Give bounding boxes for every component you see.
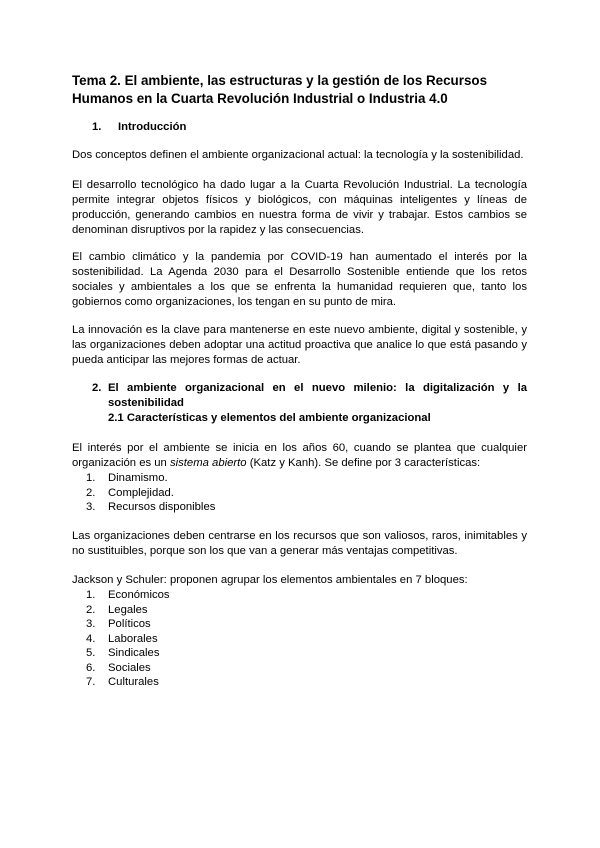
list-item: 7. Culturales (86, 676, 159, 688)
list-text: Dinamismo. (108, 472, 168, 484)
blocks-list (72, 588, 527, 690)
list-item: 3. Recursos disponibles (86, 501, 216, 513)
section-heading-2 (92, 381, 527, 411)
paragraph-jackson-schuler: Jackson y Schuler: proponen agrupar los elementos ambientales en 7 bloques: (72, 574, 468, 586)
section-number: 2. (92, 382, 102, 394)
list-text: Económicos (108, 589, 170, 601)
characteristics-list (72, 471, 527, 515)
list-text: Complejidad. (108, 486, 174, 499)
section-title: Introducción (118, 121, 187, 133)
paragraph-technology: El desarrollo tecnológico ha dado lugar a la Cuarta Revolución Industrial. La tecnología permite integrar objetos físicos y biológicos, con máquinas inteligentes y líneas de producción, generando cambios en nuestra forma de vivir y trabajar. Estos cambios se denominan disruptivos por la rapidez y las consecuencias. (72, 179, 527, 236)
text-before: El interés por el ambiente se inicia en los años 60, cuando se plantea que cualquier organización es un (72, 442, 527, 469)
list-text: Culturales (108, 676, 159, 688)
paragraph-sustainability: El cambio climático y la pandemia por COVID-19 han aumentado el interés por la sostenibilidad. La Agenda 2030 para el Desarrollo Sostenible entiende que los retos sociales y ambientales a los que se enfrenta la humanidad requieren que, tanto los gobiernos como organizaciones, los tengan en su punto de mira. (72, 251, 527, 308)
subsection-heading-2-1: 2.1 Características y elementos del ambiente organizacional (108, 412, 431, 424)
section-heading-1 (92, 120, 527, 135)
section-title: El ambiente organizacional en el nuevo milenio: la digitalización y la sostenibilidad (108, 382, 527, 409)
paragraph-innovation: La innovación es la clave para mantenerse en este nuevo ambiente, digital y sostenible, y las organizaciones deben adoptar una actitud proactiva que analice lo que está pasando y pueda anticipar las mejores formas de actuar. (72, 324, 527, 366)
paragraph-resources: Las organizaciones deben centrarse en los recursos que son valiosos, raros, inimitables y no sustituibles, porque son los que van a generar más ventajas competitivas. (72, 530, 527, 557)
list-item: 5. Sindicales (86, 647, 160, 659)
list-text: Laborales (108, 632, 158, 645)
list-item: 1. Dinamismo. (86, 472, 168, 484)
list-item: 6. Sociales (86, 661, 151, 674)
list-item: 3. Políticos (86, 618, 151, 630)
section-number: 1. (92, 121, 102, 133)
list-item: 1. Económicos (86, 589, 170, 601)
list-text: Políticos (108, 618, 151, 630)
list-item: 2. Complejidad. (86, 486, 174, 499)
text-after: (Katz y Kanh). Se define por 3 características: (246, 457, 481, 469)
list-text: Recursos disponibles (108, 501, 216, 513)
list-text: Sindicales (108, 647, 160, 659)
list-text: Legales (108, 603, 148, 616)
paragraph-open-system (72, 441, 527, 471)
list-text: Sociales (108, 661, 151, 674)
list-item: 4. Laborales (86, 632, 158, 645)
document-title: Tema 2. El ambiente, las estructuras y la gestión de los Recursos Humanos en la Cuarta Revolución Industrial o Industria 4.0 (72, 73, 488, 106)
paragraph-intro: Dos conceptos definen el ambiente organizacional actual: la tecnología y la sostenibilidad. (72, 149, 524, 161)
list-item: 2. Legales (86, 603, 148, 616)
italic-term: sistema abierto (169, 457, 247, 469)
